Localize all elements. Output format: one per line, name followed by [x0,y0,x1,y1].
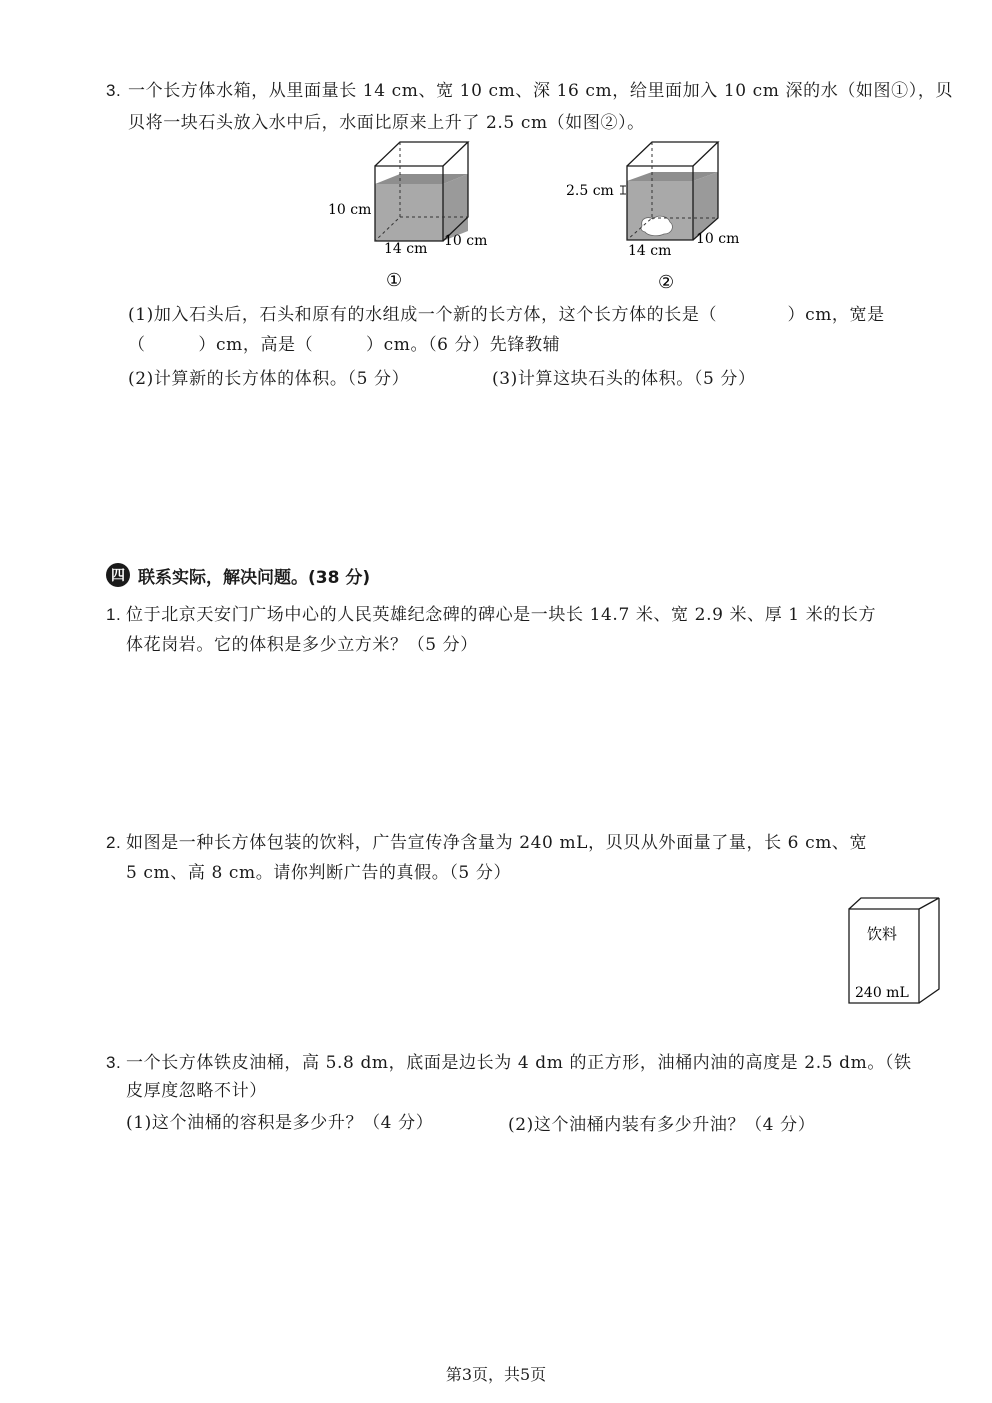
q3-sub1-line2: （ ）cm，高是（ ）cm。（6 分）先锋教辅 [128,335,561,355]
s4-q2-line2: 5 cm、高 8 cm。请你判断广告的真假。（5 分） [126,863,512,883]
q3-text-line1: 一个长方体水箱，从里面量长 14 cm、宽 10 cm、深 16 cm，给里面加入 10 cm 深的水（如图①），贝 [128,81,954,101]
fig1-caption: ① [386,270,403,291]
figure-drink-box [845,895,945,1007]
fig1-height-label: 10 cm [328,202,372,218]
q3-sub2: (2)计算新的长方体的体积。（5 分） [128,369,410,389]
fig2-width-label: 10 cm [696,231,740,247]
q3-number: 3. [106,81,122,100]
fig1-width-label: 10 cm [444,233,488,249]
section-4-badge: 四 [106,563,130,587]
q3-sub3: (3)计算这块石头的体积。（5 分） [492,369,756,389]
page-footer: 第3页，共5页 [445,1365,547,1384]
figure-tank-2 [560,136,760,296]
drink-box-volume: 240 mL [855,985,909,1001]
s4-q2-line1: 如图是一种长方体包装的饮料，广告宣传净含量为 240 mL，贝贝从外面量了量，长 6 cm、宽 [126,833,868,853]
s4-q3-line2: 皮厚度忽略不计） [126,1081,267,1101]
fig2-length-label: 14 cm [628,243,672,259]
stone-shape [641,216,672,236]
s4-q3-sub1: (1)这个油桶的容积是多少升？（4 分） [126,1113,434,1133]
q3-text-line2: 贝将一块石头放入水中后，水面比原来上升了 2.5 cm（如图②）。 [128,113,645,133]
s4-q2-number: 2. [106,833,122,852]
section-4-title-text: 联系实际，解决问题。(38 分) [138,567,371,588]
s4-q3-number: 3. [106,1053,122,1072]
s4-q1-line1: 位于北京天安门广场中心的人民英雄纪念碑的碑心是一块长 14.7 米、宽 2.9 米、厚 1 米的长方 [126,605,877,625]
drink-box-label: 饮料 [867,925,898,943]
fig2-rise-label: 2.5 cm [566,183,614,199]
figure-tank-1 [320,136,520,296]
s4-q3-line1: 一个长方体铁皮油桶，高 5.8 dm，底面是边长为 4 dm 的正方形，油桶内油的高度是 2.5 dm。（铁 [126,1053,912,1073]
s4-q1-line2: 体花岗岩。它的体积是多少立方米？（5 分） [126,635,478,655]
fig2-caption: ② [658,272,675,293]
section-4-title [106,562,370,588]
s4-q1-number: 1. [106,605,122,624]
fig1-length-label: 14 cm [384,241,428,257]
q3-sub1-line1: (1)加入石头后，石头和原有的水组成一个新的长方体，这个长方体的长是（ ）cm，宽是 [128,305,885,325]
s4-q3-sub2: (2)这个油桶内装有多少升油？（4 分） [508,1115,816,1135]
